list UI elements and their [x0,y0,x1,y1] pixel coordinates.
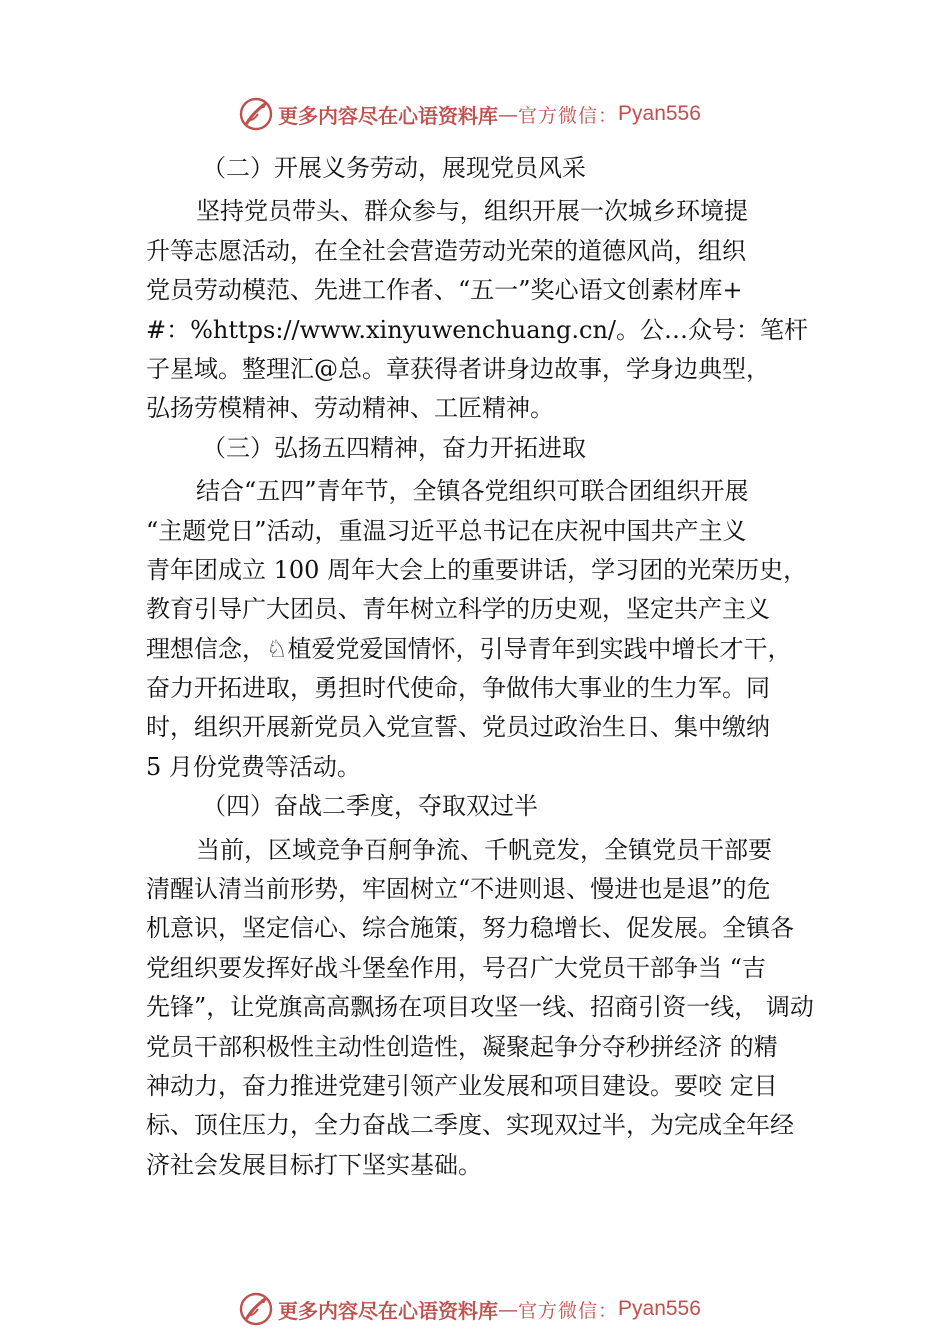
paragraph-line: 奋力开拓进取，勇担时代使命，争做伟大事业的生力军。同 [146,674,770,703]
header-banner [238,96,701,132]
paragraph-line: 标、顶住压力，全力奋战二季度、实现双过半，为完成全年经 [146,1111,794,1140]
header-wechat-label: 官方微信： [518,104,619,127]
paragraph-line: 党员劳动模范、先进工作者、“五一”奖心语文创素材库+ [146,276,743,305]
paragraph-line: 坚持党员带头、群众参与，组织开展一次城乡环境提 [196,197,748,226]
brush-logo-icon [238,1291,274,1327]
paragraph-line: 时，组织开展新党员入党宣誓、党员过政治生日、集中缴纳 [146,713,770,742]
paragraph-line: 5 月份党费等活动。 [146,752,361,781]
paragraph-line: 机意识，坚定信心、综合施策，努力稳增长、促发展。全镇各 [146,914,794,943]
footer-banner-dash: — [498,1297,518,1321]
paragraph-line: 先锋”，让党旗高高飘扬在项目攻坚一线、招商引资一线， 调动 [146,993,814,1022]
paragraph-line: 党组织要发挥好战斗堡垒作用，号召广大党员干部争当 “吉 [146,953,766,982]
section-heading-4: （四）奋战二季度，夺取双过半 [202,792,538,821]
section-heading-2: （二）开展义务劳动，展现党员风采 [202,154,586,182]
paragraph-line: 党员干部积极性主动性创造性，凝聚起争分夺秒拼经济 的精 [146,1032,778,1061]
paragraph-line: 青年团成立 100 周年大会上的重要讲话，学习团的光荣历史， [146,555,808,584]
paragraph-line: 清醒认清当前形势，牢固树立“不进则退、慢进也是退”的危 [146,875,771,904]
header-banner-text: 更多内容尽在心语资料库 [278,103,498,128]
paragraph-line: 理想信念，♘植爱党爱国情怀，引导青年到实践中增长才干， [146,634,792,663]
header-wechat-id: Pyan556 [618,102,701,125]
paragraph-line: 教育引导广大团员、青年树立科学的历史观，坚定共产主义 [146,595,770,624]
footer-banner [238,1291,701,1327]
paragraph-line: “主题党日”活动，重温习近平总书记在庆祝中国共产主义 [146,516,747,545]
header-banner-dash: — [498,102,518,126]
paragraph-line: 子星域。整理汇@总。章获得者讲身边故事，学身边典型， [146,354,770,383]
paragraph-line: 升等志愿活动，在全社会营造劳动光荣的道德风尚，组织 [146,236,746,265]
brush-logo-icon [238,96,274,132]
section-heading-3: （三）弘扬五四精神，奋力开拓进取 [202,433,586,462]
footer-wechat-label: 官方微信： [518,1299,619,1322]
paragraph-line: 弘扬劳模精神、劳动精神、工匠精神。 [146,394,554,423]
footer-banner-text: 更多内容尽在心语资料库 [278,1298,498,1323]
footer-wechat-id: Pyan556 [618,1297,701,1320]
paragraph-line: #：%https://www.xinyuwenchuang.cn/。公…众号：笔杆 [146,315,808,344]
paragraph-line: 当前，区域竞争百舸争流、千帆竞发，全镇党员干部要 [196,835,772,864]
paragraph-line: 济社会发展目标打下坚实基础。 [146,1150,482,1179]
paragraph-line: 结合“五四”青年节，全镇各党组织可联合团组织开展 [196,477,749,506]
document-body [146,149,830,1185]
paragraph-line: 神动力，奋力推进党建引领产业发展和项目建设。要咬 定目 [146,1071,778,1100]
